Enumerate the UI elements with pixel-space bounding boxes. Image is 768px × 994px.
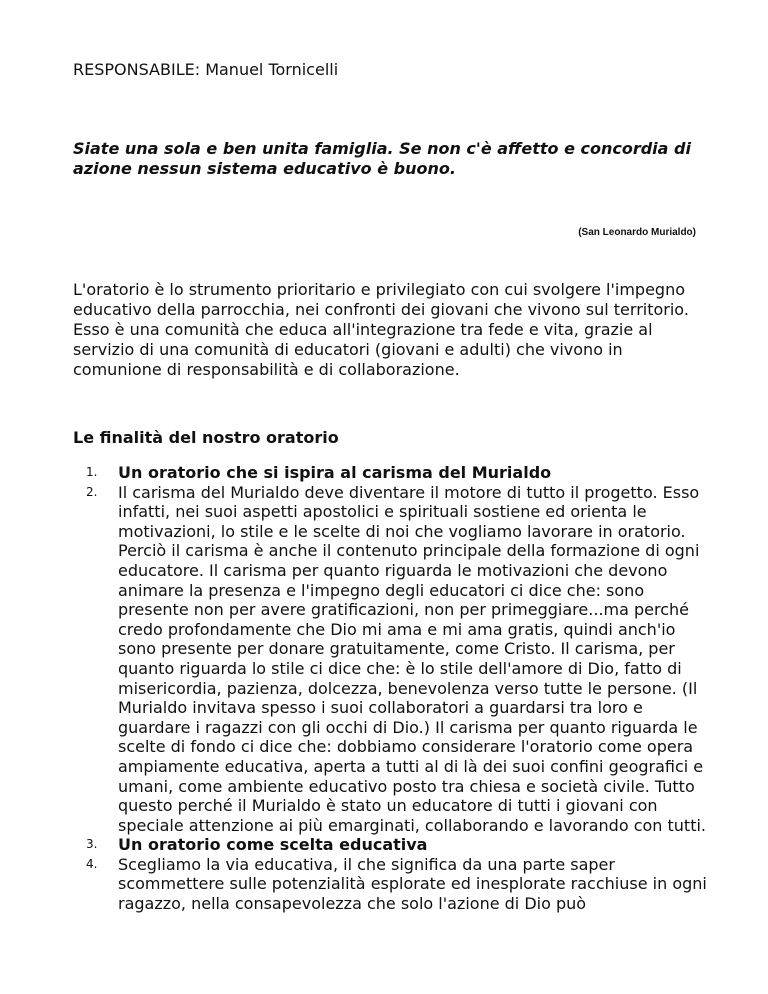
quote-attribution: (San Leonardo Murialdo) xyxy=(578,227,696,238)
list-item xyxy=(73,835,713,855)
list-item xyxy=(73,483,713,836)
list-item-number: 2. xyxy=(86,484,98,499)
list-item-text: Un oratorio che si ispira al carisma del Murialdo xyxy=(118,463,552,482)
list-item-number: 4. xyxy=(86,856,98,871)
list-item-text: Scegliamo la via educativa, il che significa da una parte saper scommettere sulle potenzialità esplorate ed inesplorate racchiuse in ogni ragazzo, nella consapevolezza che solo l'azione di Dio può xyxy=(118,854,707,914)
list-item-number: 3. xyxy=(86,837,98,852)
intro-paragraph: L'oratorio è lo strumento prioritario e privilegiato con cui svolgere l'impegno educativo della parrocchia, nei confronti dei giovani che vivono sul territorio. Esso è una comunità che educa all'integrazione tra fede e vita, grazie al servizio di una comunità di educatori (giovani e adulti) che vivono in comunione di responsabilità e di collaborazione. xyxy=(73,280,689,379)
list-item-text: Un oratorio come scelta educativa xyxy=(118,835,428,855)
finalita-list xyxy=(73,463,713,914)
list-item xyxy=(73,463,713,483)
list-item xyxy=(73,855,713,914)
list-item-number: 1. xyxy=(86,465,98,479)
section-title: Le finalità del nostro oratorio xyxy=(73,428,339,447)
responsabile-line: RESPONSABILE: Manuel Tornicelli xyxy=(73,60,339,79)
murialdo-quote: Siate una sola e ben unita famiglia. Se non c'è affetto e concordia di azione nessun sistema educativo è buono. xyxy=(73,139,691,178)
list-item-text: Il carisma del Murialdo deve diventare il motore di tutto il progetto. Esso infatti, nei suoi aspetti apostolici e spirituali sostiene ed orienta le motivazioni, lo stile e le scelte di noi che vogliamo lavorare in oratorio. Perciò il carisma è anche il contenuto principale della formazione di ogni educatore. Il carisma per quanto riguarda le motivazioni che devono animare la presenza e l'impegno degli educatori ci dice che: sono presente non per avere gratificazioni, non per primeggiare...ma perché credo profondamente che Dio mi ama e mi ama gratis, quindi anch'io sono presente per donare gratuitamente, come Cristo. Il carisma, per quanto riguarda lo stile ci dice che: è lo stile dell'amore di Dio, fatto di misericordia, pazienza, dolcezza, benevolenza verso tutte le persone. (Il Murialdo invitava spesso i suoi collaboratori a guardarsi tra loro e guardare i ragazzi con gli occhi di Dio.) Il carisma per quanto riguarda le scelte di fondo ci dice che: dobbiamo considerare l'oratorio come opera ampiamente educativa, aperta a tutti al di là dei suoi confini geografici e umani, come ambiente educativo posto tra chiesa e società civile. Tutto questo perché il Murialdo è stato un educatore di tutti i giovani con speciale attenzione ai più emarginati, collaborando e lavorando con tutti. xyxy=(118,482,707,835)
